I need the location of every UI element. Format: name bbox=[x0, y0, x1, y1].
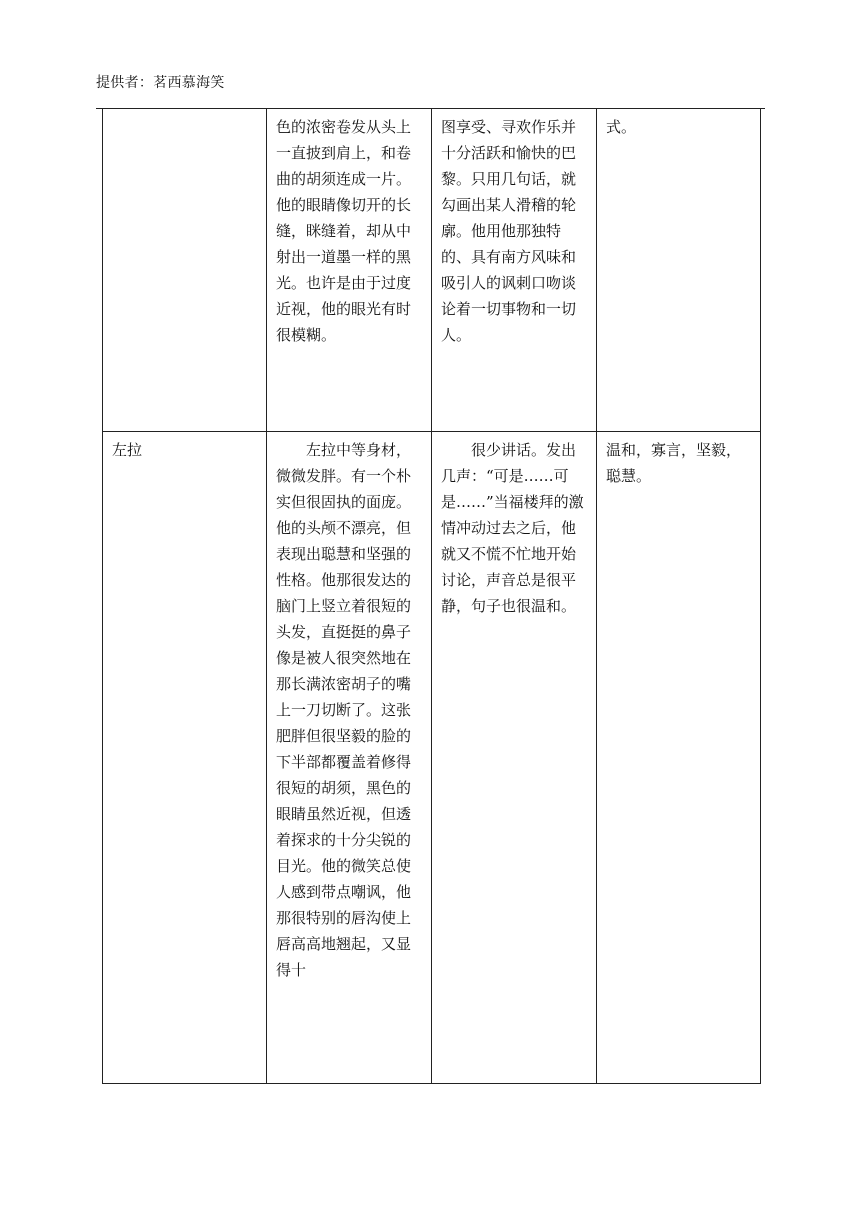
speech-text: 很少讲话。发出几声：“可是……可是……”当福楼拜的激情冲动过去之后，他就又不慌不忙地开始讨论，声音总是很平静，句子也很温和。 bbox=[441, 441, 584, 615]
appearance-cell bbox=[267, 432, 432, 1084]
character-trait-text: 温和，寡言，坚毅，聪慧。 bbox=[606, 441, 742, 485]
character-trait-text: 式。 bbox=[606, 118, 637, 136]
character-trait-cell bbox=[597, 432, 761, 1084]
character-table bbox=[102, 109, 761, 1084]
appearance-text: 色的浓密卷发从头上一直披到肩上，和卷曲的胡须连成一片。他的眼睛像切开的长缝，眯缝着，却从中射出一道墨一样的黑光。也许是由于过度近视，他的眼光有时很模糊。 bbox=[276, 118, 412, 344]
document-header: 提供者：茗西慕海笑 bbox=[96, 75, 225, 91]
table-row bbox=[103, 432, 761, 1084]
speech-text: 图享受、寻欢作乐并十分活跃和愉快的巴黎。只用几句话，就勾画出某人滑稽的轮廓。他用他那独特的、具有南方风味和吸引人的讽刺口吻谈论着一切事物和一切人。 bbox=[441, 118, 577, 344]
appearance-text: 左拉中等身材，微微发胖。有一个朴实但很固执的面庞。他的头颅不漂亮，但表现出聪慧和坚强的性格。他那很发达的脑门上竖立着很短的头发，直挺挺的鼻子像是被人很突然地在那长满浓密胡子的嘴上一刀切断了。这张肥胖但很坚毅的脸的下半部都覆盖着修得很短的胡须，黑色的眼睛虽然近视，但透着探求的十分尖锐的目光。他的微笑总使人感到带点嘲讽，他那很特别的唇沟使上唇高高地翘起，又显得十 bbox=[276, 441, 412, 979]
name-cell bbox=[103, 432, 267, 1084]
appearance-cell bbox=[267, 109, 432, 432]
speech-cell bbox=[432, 432, 597, 1084]
character-trait-cell bbox=[597, 109, 761, 432]
speech-cell bbox=[432, 109, 597, 432]
table-row bbox=[103, 109, 761, 432]
character-name: 左拉 bbox=[112, 441, 143, 459]
name-cell bbox=[103, 109, 267, 432]
